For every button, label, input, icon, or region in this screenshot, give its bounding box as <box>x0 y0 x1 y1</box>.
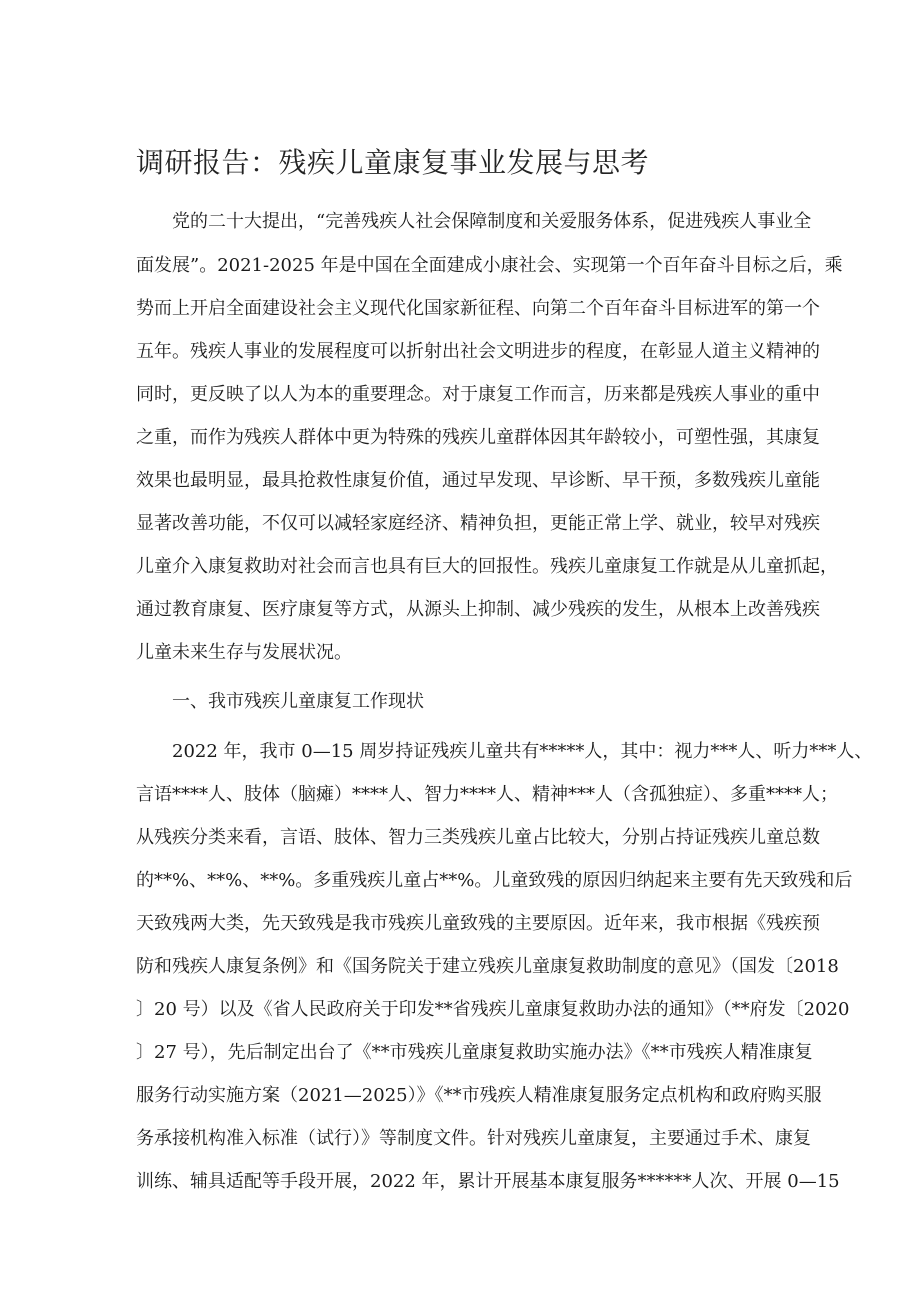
paragraph-line: 显著改善功能，不仅可以减轻家庭经济、精神负担，更能正常上学、就业，较早对残疾 <box>136 513 820 534</box>
paragraph-line: 五年。残疾人事业的发展程度可以折射出社会文明进步的程度，在彰显人道主义精神的 <box>136 341 820 362</box>
paragraph-line: 势而上开启全面建设社会主义现代化国家新征程、向第二个百年奋斗目标进军的第一个 <box>136 298 820 319</box>
paragraph-line: 从残疾分类来看，言语、肢体、智力三类残疾儿童占比较大，分别占持证残疾儿童总数 <box>136 827 820 848</box>
document-title: 调研报告：残疾儿童康复事业发展与思考 <box>136 146 650 179</box>
paragraph-line: 训练、辅具适配等手段开展，2022 年，累计开展基本康复服务******人次、开展 0—15 <box>136 1171 840 1192</box>
paragraph-line: 效果也最明显，最具抢救性康复价值，通过早发现、早诊断、早干预，多数残疾儿童能 <box>136 470 820 491</box>
paragraph-line: 天致残两大类，先天致残是我市残疾儿童致残的主要原因。近年来，我市根据《残疾预 <box>136 913 820 934</box>
paragraph-line: 务承接机构准入标准（试行）》等制度文件。针对残疾儿童康复，主要通过手术、康复 <box>136 1128 811 1149</box>
paragraph-line: 同时，更反映了以人为本的重要理念。对于康复工作而言，历来都是残疾人事业的重中 <box>136 384 820 405</box>
paragraph-line: 〕20 号）以及《省人民政府关于印发**省残疾儿童康复救助办法的通知》（**府发〔2020 <box>136 999 850 1020</box>
paragraph-line: 言语****人、肢体（脑瘫）****人、智力****人、精神***人（含孤独症）、多重****人； <box>136 784 838 805</box>
paragraph-line: 党的二十大提出，“完善残疾人社会保障制度和关爱服务体系，促进残疾人事业全 <box>172 211 812 232</box>
paragraph-line: 面发展”。2021-2025 年是中国在全面建成小康社会、实现第一个百年奋斗目标之后，乘 <box>136 255 843 276</box>
paragraph-line: 儿童未来生存与发展状况。 <box>136 642 352 663</box>
paragraph-line: 防和残疾人康复条例》和《国务院关于建立残疾儿童康复救助制度的意见》（国发〔2018 <box>136 956 839 977</box>
paragraph-line: 之重，而作为残疾人群体中更为特殊的残疾儿童群体因其年龄较小，可塑性强，其康复 <box>136 427 820 448</box>
paragraph-line: 〕27 号），先后制定出台了《**市残疾儿童康复救助实施办法》《**市残疾人精准康复 <box>136 1042 813 1063</box>
paragraph-line: 服务行动实施方案（2021—2025）》《**市残疾人精准康复服务定点机构和政府购买服 <box>136 1085 822 1106</box>
section-heading: 一、我市残疾儿童康复工作现状 <box>172 691 424 712</box>
paragraph-line: 的**%、**%、**%。多重残疾儿童占**%。儿童致残的原因归纳起来主要有先天致残和后 <box>136 870 853 891</box>
paragraph-line: 通过教育康复、医疗康复等方式，从源头上抑制、减少残疾的发生，从根本上改善残疾 <box>136 599 820 620</box>
paragraph-line: 2022 年，我市 0—15 周岁持证残疾儿童共有*****人，其中：视力***人、听力***人、 <box>172 741 873 762</box>
paragraph-line: 儿童介入康复救助对社会而言也具有巨大的回报性。残疾儿童康复工作就是从儿童抓起， <box>136 556 838 577</box>
